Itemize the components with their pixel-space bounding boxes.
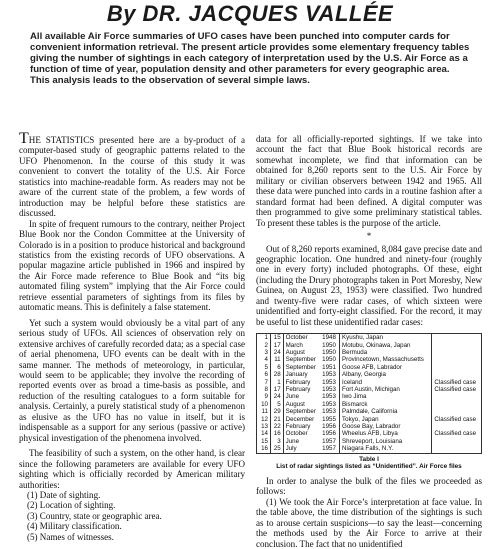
table-row (257, 386, 482, 393)
table-body (257, 334, 482, 454)
article-abstract: All available Air Force summaries of UFO cases have been punched into computer cards for convenient information retrieval. The present article provides some elementary frequency tables giving the number of sightings in each category of interpretation used by the U.S. Air Force as a function of time of year, population density and other parameters for every geographic area. This analysis leads to the observation of several simple laws. (30, 31, 470, 87)
row-year: 1957 (320, 445, 339, 453)
list-item: (4) Military classification. (27, 521, 122, 532)
parameter-list (19, 490, 245, 542)
row-status (432, 334, 482, 342)
row-place: Shreveport, Louisiana (340, 438, 432, 445)
radar-paragraph: Out of 8,260 reports examined, 8,084 gave precise date and geographic location. One hundred and ninety-four (roughly one in every forty) included photographs. Of these, eight (including the Drury photographs taken in Port Moresby, New Guinea, on August 23, 1953) were classified. Two hundred and twenty-five were radar cases, of which sixteen were unidentified and forty-eight classified. For the record, it may be useful to list these unidentified radar cases: (256, 243, 482, 327)
list-item: (1) Date of sighting. (27, 489, 101, 500)
row-status (432, 445, 482, 453)
row-place: Motubu, Okinawa, Japan (340, 342, 432, 349)
row-number: 5 (257, 364, 271, 371)
table-row (257, 445, 482, 453)
row-number: 14 (257, 430, 271, 437)
row-status (432, 364, 482, 371)
row-year: 1957 (320, 438, 339, 445)
row-status (432, 349, 482, 356)
row-day: 1 (271, 379, 284, 386)
radar-sightings-table (256, 333, 482, 454)
left-column (19, 130, 245, 542)
intro-paragraph-text: HE STATISTICS presented here are a by-product of a computer-based study of geographic patterns related to the UFO Phenomenon. In the course of this study it was convenient to convert the totality of the U.S. Air Force statistics into machine-readable form. As readers may not be aware of the current state of the problem, a few words of introduction may be helpful before these statistics are discussed. (19, 135, 245, 219)
row-month: October (285, 334, 308, 342)
row-month: June (285, 437, 300, 445)
row-year: 1953 (320, 408, 339, 415)
row-place: Provincetown, Massachusetts (340, 356, 432, 363)
row-place: Goose Bay, Labrador (340, 423, 432, 430)
row-month: February (285, 378, 311, 386)
table-label: Table I (359, 455, 379, 463)
continued-paragraph: data for all officially-reported sightings. If we take into account the fact that Blue Book historical records are somewhat incomplete, we find that information can be obtained for 8,260 reports sent to the U.S. Air Force by military or civilian observers between 1942 and 1965. All these data were punched into cards in a routine fashion after a standard format had been defined. A digital computer was then programmed to give some preliminary statistical tables. To present these tables is the purpose of the article. (256, 134, 482, 228)
row-day: 15 (271, 334, 284, 342)
row-year: 1953 (320, 401, 339, 408)
row-day: 17 (271, 386, 284, 393)
row-month: February (285, 386, 311, 393)
row-month: March (285, 341, 303, 349)
row-status (432, 356, 482, 363)
row-number: 13 (257, 423, 271, 430)
right-column (256, 134, 482, 549)
row-month: June (285, 393, 300, 401)
row-number: 8 (257, 386, 271, 393)
body-paragraph-4: The feasibility of such a system, on the other hand, is clear since the following parameters are available for every UFO sighting which is officially recorded by American military authorities: (19, 448, 245, 490)
table-row (257, 349, 482, 356)
row-day: 17 (271, 342, 284, 349)
row-status (432, 371, 482, 378)
row-place: Fort Austin, Michigan (340, 386, 432, 393)
section-separator: * (366, 231, 372, 242)
list-item: (5) Names of witnesses. (27, 531, 114, 542)
row-place: Wheelus AFB, Libya (340, 430, 432, 437)
row-place: Albany, Georgia (340, 371, 432, 378)
row-month: July (285, 445, 297, 453)
row-place: Niagara Falls, N.Y. (340, 445, 432, 453)
row-number: 12 (257, 416, 271, 423)
row-number: 2 (257, 342, 271, 349)
row-place: Bismarck (340, 401, 432, 408)
row-number: 11 (257, 408, 271, 415)
row-day: 22 (271, 423, 284, 430)
row-month: September (285, 408, 316, 416)
row-day: 3 (271, 438, 284, 445)
row-month: September (285, 356, 316, 364)
row-day: 11 (271, 356, 284, 363)
drop-cap: T (19, 130, 29, 147)
row-status (432, 438, 482, 445)
list-item: (3) Country, state or geographic area. (27, 510, 162, 521)
row-status: Classified case (434, 415, 477, 423)
row-status: Classified case (434, 378, 477, 386)
row-year: 1948 (320, 334, 339, 342)
row-year: 1956 (320, 430, 339, 437)
body-paragraph-2: In spite of frequent rumours to the contrary, neither Project Blue Book nor the Condon Committee at the University of Colorado is in a position to produce historical and background statistics from the existing records of UFO observations. A popular magazine article published in 1966 and inspired by the Air Force made reference to Blue Book and “its big automated filing system” implying that the Air Force could retrieve essential parameters of sightings from its files by automatic means. This is definitely a false statement. (19, 218, 245, 313)
row-day: 21 (271, 416, 284, 423)
row-month: January (285, 371, 308, 379)
row-status (432, 393, 482, 400)
row-place: Iceland (340, 379, 432, 386)
row-month: September (285, 363, 316, 371)
row-status (432, 401, 482, 408)
table-row (257, 379, 482, 386)
table-row (257, 393, 482, 400)
row-month: August (285, 400, 305, 408)
row-day: 6 (271, 364, 284, 371)
row-day: 24 (271, 349, 284, 356)
row-number: 4 (257, 356, 271, 363)
row-year: 1951 (320, 364, 339, 371)
row-year: 1955 (320, 416, 339, 423)
row-month: October (285, 430, 308, 438)
row-number: 3 (257, 349, 271, 356)
row-place: Bermuda (340, 349, 432, 356)
row-day: 5 (271, 401, 284, 408)
row-status: Classified case (434, 430, 477, 438)
analysis-paragraph: In order to analyse the bulk of the files we proceeded as follows: (256, 475, 482, 497)
row-day: 28 (271, 371, 284, 378)
row-place: Iwo Jima (340, 393, 432, 400)
row-year: 1950 (320, 342, 339, 349)
row-month: August (285, 348, 305, 356)
row-month: February (285, 423, 311, 431)
table-row (257, 438, 482, 445)
row-number: 7 (257, 379, 271, 386)
row-status (432, 408, 482, 415)
row-place: Goose AFB, Labrador (340, 364, 432, 371)
row-year: 1953 (320, 393, 339, 400)
table-row (257, 401, 482, 408)
row-place: Kyushu, Japan (340, 334, 432, 342)
table-row (257, 342, 482, 349)
row-number: 15 (257, 438, 271, 445)
row-number: 9 (257, 393, 271, 400)
body-paragraph-3: Yet such a system would obviously be a vital part of any serious study of UFOs. All sciences of observation rely on extensive archives of carefully recorded data; as a special case of aerial phenomena, UFO events can be dealt with in the same manner. The methods of meteorology, in particular, would seem to be applicable; they involve the recording of reported events over as broad a time-basis as possible, and reduction of the resulting catalogues to a form suitable for analysis. Certainly, a purely statistical study of a phenomenon as elusive as the UFO has no value in itself, but it is indispensable as a support for any serious (passive or active) physical investigation of the phenomena involved. (19, 317, 245, 443)
analysis-point-1: (1) We took the Air Force’s interpretation at face value. In the table above, the time distribution of the sightings is such as to arouse certain suspicions—to say the least—concerning the methods used by the Air Force to arrive at their conclusion. The fact that no unidentified (256, 496, 482, 549)
row-year: 1950 (320, 356, 339, 363)
article-byline: By DR. JACQUES VALLÉE (106, 1, 394, 26)
row-month: December (285, 415, 315, 423)
table-caption-text: List of radar sightings listed as “Unidentified”. Air Force files (276, 463, 462, 471)
row-year: 1953 (320, 379, 339, 386)
row-day: 29 (271, 408, 284, 415)
row-status (432, 423, 482, 430)
table-row (257, 416, 482, 423)
table-row (257, 423, 482, 430)
intro-paragraph (19, 130, 245, 219)
row-year: 1953 (320, 386, 339, 393)
row-number: 16 (257, 445, 271, 453)
row-number: 1 (257, 334, 271, 342)
row-year: 1956 (320, 423, 339, 430)
row-number: 10 (257, 401, 271, 408)
table-row (257, 364, 482, 371)
row-status (432, 342, 482, 349)
row-place: Palmdale, California (340, 408, 432, 415)
row-place: Tokyo, Japan (340, 416, 432, 423)
row-status: Classified case (434, 386, 477, 393)
table-caption (256, 456, 482, 471)
table-row (257, 371, 482, 378)
row-day: 24 (271, 393, 284, 400)
list-item: (2) Location of sighting. (27, 500, 116, 511)
table-row (257, 356, 482, 363)
row-year: 1950 (320, 349, 339, 356)
row-number: 6 (257, 371, 271, 378)
table-row (257, 430, 482, 437)
table-row (257, 334, 482, 342)
table-row (257, 408, 482, 415)
row-year: 1953 (320, 371, 339, 378)
row-day: 16 (271, 430, 284, 437)
row-day: 25 (271, 445, 284, 453)
